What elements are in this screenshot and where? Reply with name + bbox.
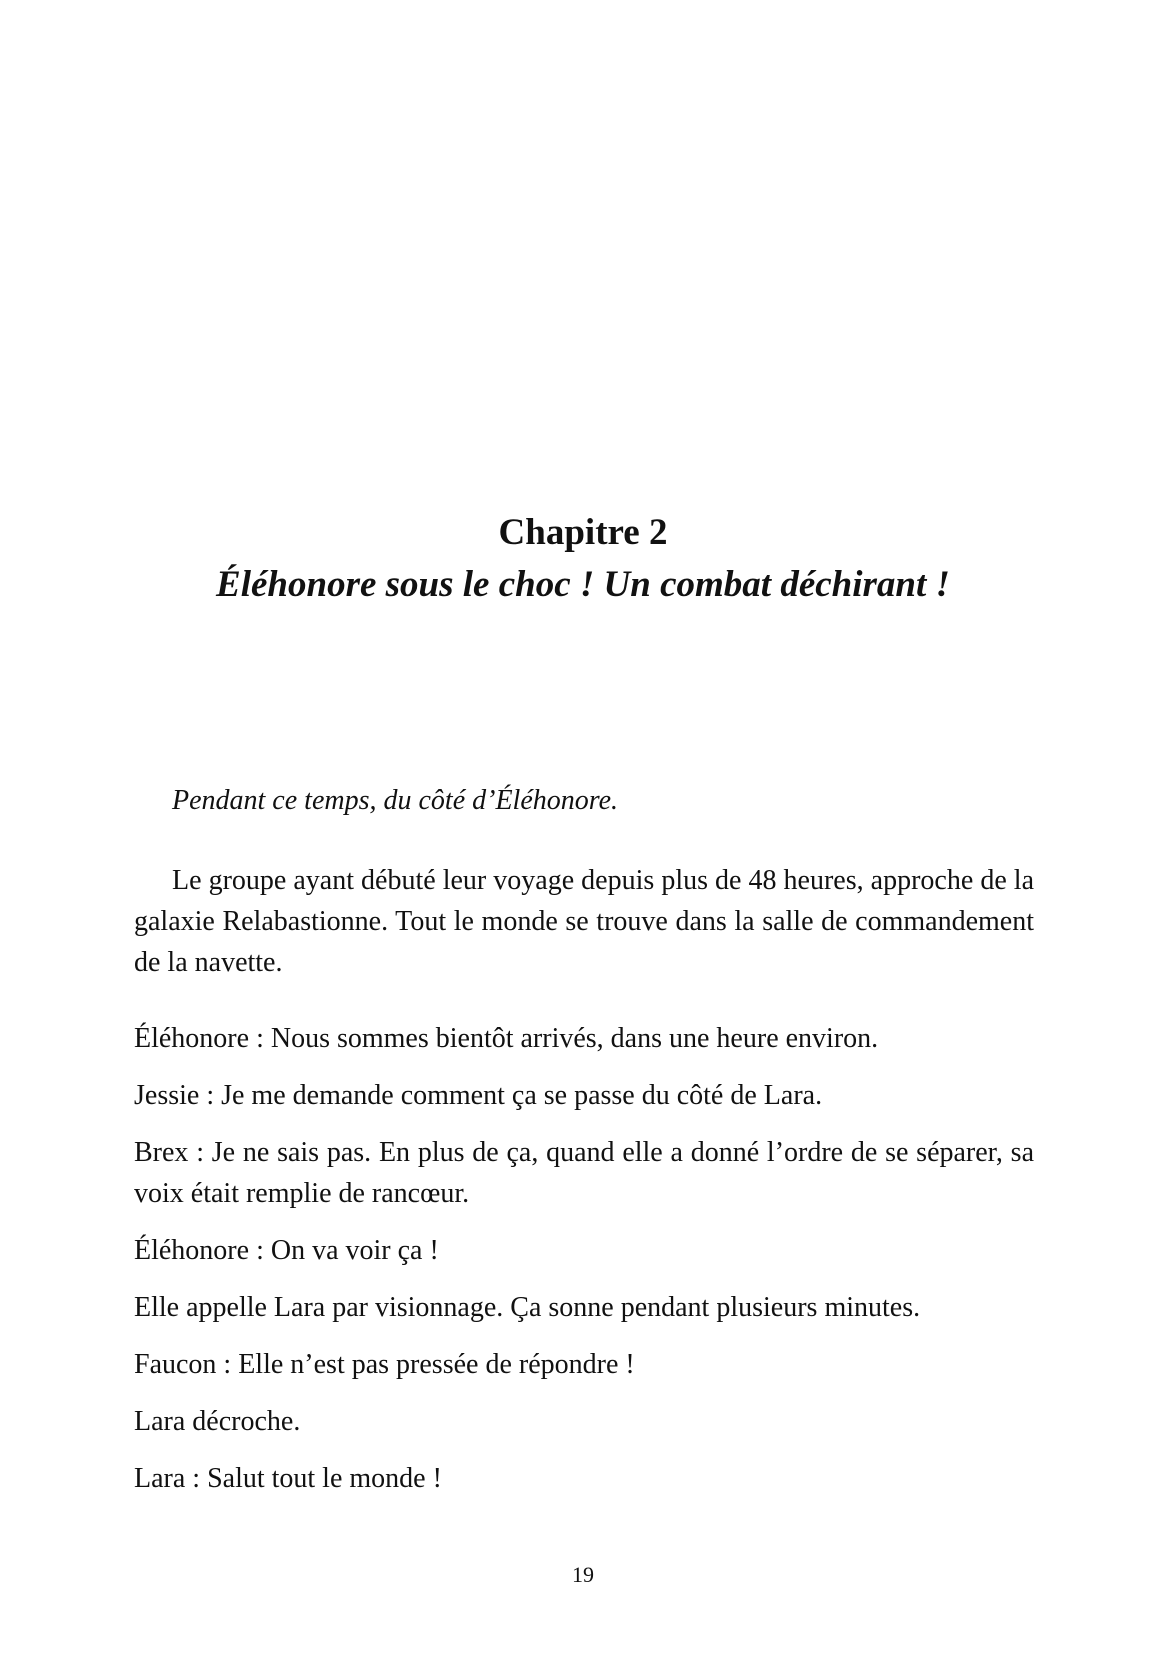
- intro-line: Pendant ce temps, du côté d’Éléhonore.: [172, 785, 619, 816]
- dialogue-line: Éléhonore : On va voir ça !: [134, 1235, 439, 1266]
- chapter-heading: Chapitre 2: [498, 512, 668, 553]
- dialogue-list: [134, 1018, 1034, 1515]
- narrative-paragraph: Le groupe ayant débuté leur voyage depuis plus de 48 heures, approche de la galaxie Relabastionne. Tout le monde se trouve dans la salle de commandement de la navette.: [134, 865, 1034, 978]
- chapter-subtitle: Éléhonore sous le choc ! Un combat déchirant !: [216, 564, 950, 605]
- dialogue-line: Éléhonore : Nous sommes bientôt arrivés, dans une heure environ.: [134, 1023, 879, 1054]
- page-number: 19: [572, 1562, 594, 1587]
- dialogue-line: Brex : Je ne sais pas. En plus de ça, quand elle a donné l’ordre de se séparer, sa voix était remplie de rancœur.: [134, 1137, 1034, 1209]
- dialogue-line: Jessie : Je me demande comment ça se passe du côté de Lara.: [134, 1080, 823, 1111]
- dialogue-line: Elle appelle Lara par visionnage. Ça sonne pendant plusieurs minutes.: [134, 1292, 921, 1323]
- dialogue-line: Lara décroche.: [134, 1406, 301, 1437]
- dialogue-line: Faucon : Elle n’est pas pressée de répondre !: [134, 1349, 635, 1380]
- dialogue-line: Lara : Salut tout le monde !: [134, 1463, 442, 1494]
